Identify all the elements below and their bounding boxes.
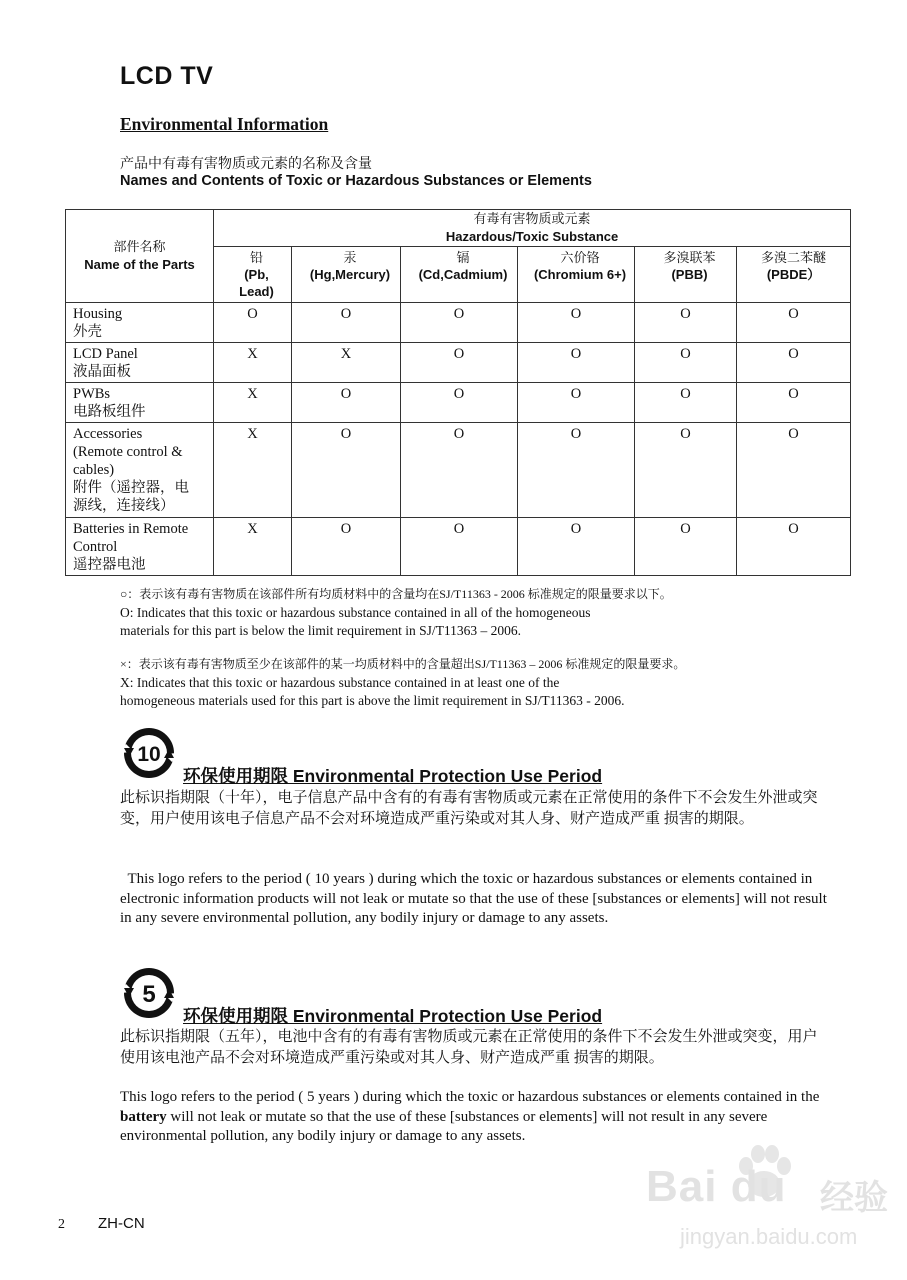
parts-header-cn: 部件名称 bbox=[113, 239, 166, 254]
period-5-title: 环保使用期限 Environmental Protection Use Period bbox=[183, 1006, 603, 1026]
substance-value: O bbox=[635, 343, 737, 383]
language-code: ZH-CN bbox=[98, 1215, 145, 1232]
parts-column-header bbox=[66, 210, 214, 303]
note-x-cn: ×：表示该有毒有害物质至少在该部件的某一均质材料中的含量超出SJ/T11363 – 2006 标准规定的限量要求。 bbox=[120, 657, 686, 671]
part-name: Batteries in Remote Control 遥控器电池 bbox=[66, 518, 214, 576]
table-row bbox=[66, 423, 851, 518]
substance-value: O bbox=[292, 303, 401, 343]
substance-value: O bbox=[518, 423, 635, 518]
substance-group-cn: 有毒有害物质或元素 bbox=[473, 211, 591, 226]
substance-value: O bbox=[401, 383, 518, 423]
substance-value: O bbox=[518, 303, 635, 343]
recycle-10-years-logo-icon bbox=[120, 726, 182, 782]
substance-header: 镉 (Cd,Cadmium) bbox=[401, 247, 518, 303]
hazardous-substance-table bbox=[65, 209, 851, 576]
logo-number: 5 bbox=[142, 981, 156, 1008]
substance-value: O bbox=[737, 518, 851, 576]
table-row bbox=[66, 303, 851, 343]
substance-value: X bbox=[214, 518, 292, 576]
part-name: LCD Panel 液晶面板 bbox=[66, 343, 214, 383]
substance-value: O bbox=[737, 303, 851, 343]
period-10-description-cn: 此标识指期限（十年），电子信息产品中含有的有毒有害物质或元素在正常使用的条件下不会发生外泄或突变，用户使用该电子信息产品不会对环境造成严重污染或对其人身、财产造成严重 损害的期限。 bbox=[120, 790, 818, 827]
substance-value: O bbox=[401, 343, 518, 383]
part-name: PWBs 电路板组件 bbox=[66, 383, 214, 423]
substance-header: 六价铬 (Chromium 6+) bbox=[518, 247, 635, 303]
substance-header: 多溴二苯醚 (PBDE） bbox=[737, 247, 851, 303]
table-caption-en: Names and Contents of Toxic or Hazardous Substances or Elements bbox=[120, 173, 592, 189]
note-o-cn: ○：表示该有毒有害物质在该部件所有均质材料中的含量均在SJ/T11363 - 2006 标准规定的限量要求以下。 bbox=[120, 587, 672, 601]
recycle-5-years-logo-icon bbox=[120, 966, 182, 1022]
substance-value: O bbox=[401, 518, 518, 576]
watermark-brand: Bai du bbox=[646, 1162, 787, 1211]
substance-header: 多溴联苯 (PBB) bbox=[635, 247, 737, 303]
note-o-en-line1: O: Indicates that this toxic or hazardous substance contained in all of the homogeneous bbox=[120, 605, 591, 620]
page-title: LCD TV bbox=[120, 62, 214, 90]
substance-value: O bbox=[292, 383, 401, 423]
part-name: Housing 外壳 bbox=[66, 303, 214, 343]
substance-value: O bbox=[292, 518, 401, 576]
substance-value: X bbox=[214, 423, 292, 518]
table-row bbox=[66, 518, 851, 576]
substance-group-en: Hazardous/Toxic Substance bbox=[445, 229, 619, 244]
substance-value: O bbox=[635, 423, 737, 518]
substance-header: 铅 (Pb, Lead) bbox=[214, 247, 292, 303]
substance-group-header bbox=[214, 210, 851, 247]
substance-value: O bbox=[518, 518, 635, 576]
battery-emphasis: battery bbox=[120, 1108, 167, 1125]
substance-value: O bbox=[737, 383, 851, 423]
substance-value: X bbox=[214, 383, 292, 423]
parts-header-en: Name of the Parts bbox=[84, 257, 195, 272]
substance-value: O bbox=[737, 423, 851, 518]
substance-value: O bbox=[635, 303, 737, 343]
table-row bbox=[66, 343, 851, 383]
substance-value: O bbox=[518, 343, 635, 383]
section-title: Environmental Information bbox=[120, 114, 329, 134]
substance-value: O bbox=[214, 303, 292, 343]
period-5-description-en: This logo refers to the period ( 5 years ) during which the toxic or hazardous substances or elements contained in the battery will not leak or mutate so that the use of these [substances or elements] will not result in any severe environmental pollution, any bodily injury or damage to any assets. bbox=[120, 1089, 820, 1144]
watermark-url: jingyan.baidu.com bbox=[680, 1224, 858, 1249]
note-x-en-line2: homogeneous materials used for this part is above the limit requirement in SJ/T11363 - 2006. bbox=[120, 693, 625, 708]
substance-value: O bbox=[401, 423, 518, 518]
substance-value: X bbox=[214, 343, 292, 383]
note-x-en-line1: X: Indicates that this toxic or hazardous substance contained in at least one of the bbox=[120, 675, 560, 690]
part-name: Accessories (Remote control & cables) 附件（遥控器，电 源线，连接线） bbox=[66, 423, 214, 518]
period-10-title: 环保使用期限 Environmental Protection Use Period bbox=[183, 766, 603, 786]
substance-value: O bbox=[518, 383, 635, 423]
watermark-cn: 经验 bbox=[820, 1179, 888, 1217]
table-row bbox=[66, 383, 851, 423]
logo-number: 10 bbox=[137, 743, 161, 766]
substance-header: 汞 (Hg,Mercury) bbox=[292, 247, 401, 303]
substance-value: X bbox=[292, 343, 401, 383]
note-o-en-line2: materials for this part is below the limit requirement in SJ/T11363 – 2006. bbox=[120, 623, 522, 638]
baidu-jingyan-watermark bbox=[640, 1140, 900, 1270]
substance-value: O bbox=[737, 343, 851, 383]
substance-value: O bbox=[635, 518, 737, 576]
substance-value: O bbox=[635, 383, 737, 423]
period-5-description-cn: 此标识指期限（五年），电池中含有的有毒有害物质或元素在正常使用的条件下不会发生外泄或突变，用户使用该电池产品不会对环境造成严重污染或对其人身、财产造成严重 损害的期限。 bbox=[120, 1029, 818, 1066]
substance-value: O bbox=[292, 423, 401, 518]
page-number: 2 bbox=[58, 1217, 65, 1232]
period-10-description-en: This logo refers to the period ( 10 years ) during which the toxic or hazardous substances or elements contained in electronic information products will not leak or mutate so that the use of these [substances or elements] will not result in any severe environmental pollution, any bodily injury or damage to any assets. bbox=[120, 871, 831, 926]
substance-value: O bbox=[401, 303, 518, 343]
table-caption-cn: 产品中有毒有害物质或元素的名称及含量 bbox=[120, 155, 372, 171]
